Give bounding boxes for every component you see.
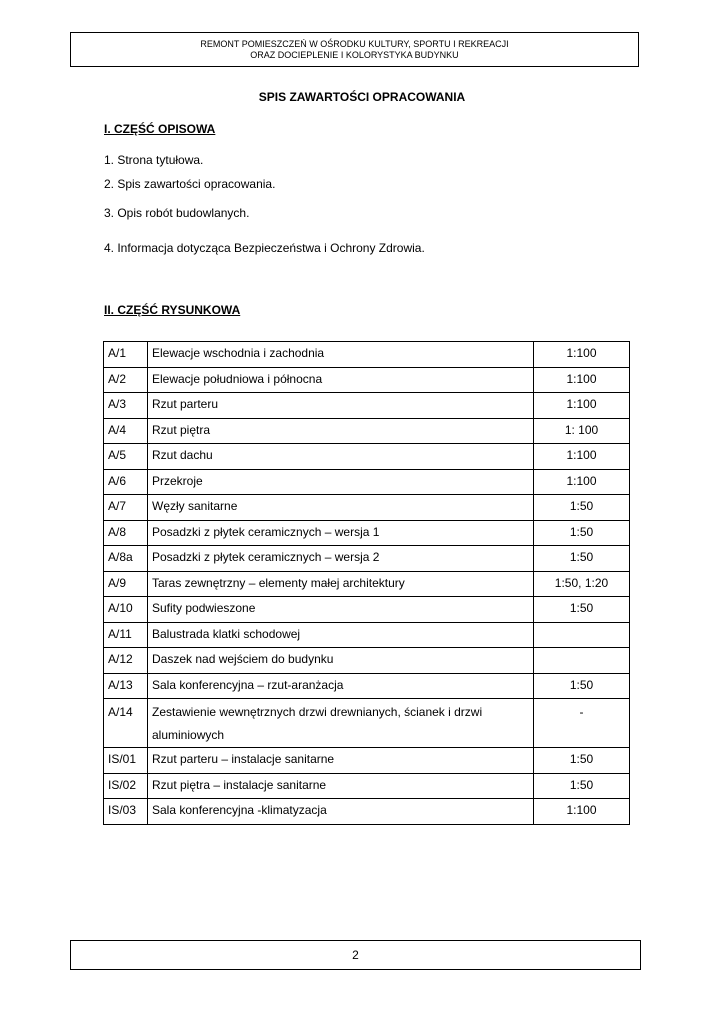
table-row xyxy=(104,342,630,368)
drawing-code: A/9 xyxy=(104,571,148,597)
drawing-scale: 1:100 xyxy=(534,393,630,419)
table-row xyxy=(104,367,630,393)
part1-heading: I. CZĘŚĆ OPISOWA xyxy=(104,122,216,136)
drawing-code: A/5 xyxy=(104,444,148,470)
table-row xyxy=(104,546,630,572)
table-row xyxy=(104,520,630,546)
table-row xyxy=(104,699,630,748)
drawing-name: Sala konferencyjna -klimatyzacja xyxy=(148,799,534,825)
drawing-scale: 1:100 xyxy=(534,469,630,495)
drawing-scale: 1:100 xyxy=(534,799,630,825)
table-row xyxy=(104,469,630,495)
part1-item-1: 1. Strona tytułowa. xyxy=(104,153,204,167)
drawing-name: Taras zewnętrzny – elementy małej architektury xyxy=(148,571,534,597)
drawing-name: Rzut piętra xyxy=(148,418,534,444)
drawing-name: Sufity podwieszone xyxy=(148,597,534,623)
drawing-code: IS/01 xyxy=(104,748,148,774)
drawing-scale: 1:100 xyxy=(534,367,630,393)
drawing-code: A/4 xyxy=(104,418,148,444)
table-row xyxy=(104,773,630,799)
drawing-code: IS/02 xyxy=(104,773,148,799)
header-line-2: ORAZ DOCIEPLENIE I KOLORYSTYKA BUDYNKU xyxy=(250,49,459,60)
drawing-name: Przekroje xyxy=(148,469,534,495)
table-row xyxy=(104,597,630,623)
drawing-name: Węzły sanitarne xyxy=(148,495,534,521)
drawing-code: A/8 xyxy=(104,520,148,546)
table-row xyxy=(104,444,630,470)
drawing-name: Posadzki z płytek ceramicznych – wersja 2 xyxy=(148,546,534,572)
drawing-scale: 1:50 xyxy=(534,597,630,623)
page-number: 2 xyxy=(352,948,359,962)
part2-heading: II. CZĘŚĆ RYSUNKOWA xyxy=(104,303,241,317)
drawing-name: Rzut piętra – instalacje sanitarne xyxy=(148,773,534,799)
drawing-name: Posadzki z płytek ceramicznych – wersja 1 xyxy=(148,520,534,546)
drawing-name: Zestawienie wewnętrznych drzwi drewnianych, ścianek i drzwi aluminiowych xyxy=(148,699,534,748)
drawing-code: A/7 xyxy=(104,495,148,521)
part1-item-3: 3. Opis robót budowlanych. xyxy=(104,206,250,220)
table-row xyxy=(104,799,630,825)
drawing-scale: 1:50 xyxy=(534,495,630,521)
document-title: SPIS ZAWARTOŚCI OPRACOWANIA xyxy=(258,90,466,104)
part1-item-2: 2. Spis zawartości opracowania. xyxy=(104,177,276,191)
drawing-scale: 1: 100 xyxy=(534,418,630,444)
drawing-scale: 1:50 xyxy=(534,520,630,546)
drawing-scale: 1:50 xyxy=(534,748,630,774)
table-row xyxy=(104,748,630,774)
table-row xyxy=(104,418,630,444)
drawing-code: A/11 xyxy=(104,622,148,648)
drawing-scale: 1:50 xyxy=(534,773,630,799)
drawing-name: Daszek nad wejściem do budynku xyxy=(148,648,534,674)
drawing-scale: 1:100 xyxy=(534,444,630,470)
drawing-code: A/1 xyxy=(104,342,148,368)
drawing-scale xyxy=(534,622,630,648)
drawing-scale: - xyxy=(534,699,630,748)
table-row xyxy=(104,393,630,419)
table-row xyxy=(104,673,630,699)
drawing-scale xyxy=(534,648,630,674)
drawing-code: A/6 xyxy=(104,469,148,495)
table-row xyxy=(104,495,630,521)
table-row xyxy=(104,648,630,674)
drawing-name: Balustrada klatki schodowej xyxy=(148,622,534,648)
page-footer xyxy=(70,940,641,970)
drawing-name: Sala konferencyjna – rzut-aranżacja xyxy=(148,673,534,699)
drawing-name: Rzut parteru xyxy=(148,393,534,419)
drawing-code: A/2 xyxy=(104,367,148,393)
drawing-code: A/8a xyxy=(104,546,148,572)
drawing-scale: 1:50 xyxy=(534,673,630,699)
drawing-name: Elewacje południowa i północna xyxy=(148,367,534,393)
drawing-code: A/12 xyxy=(104,648,148,674)
drawing-name: Rzut parteru – instalacje sanitarne xyxy=(148,748,534,774)
drawing-scale: 1:100 xyxy=(534,342,630,368)
drawing-code: IS/03 xyxy=(104,799,148,825)
page-header xyxy=(70,32,639,67)
drawing-code: A/14 xyxy=(104,699,148,748)
drawings-table xyxy=(103,341,630,825)
table-row xyxy=(104,622,630,648)
drawing-scale: 1:50, 1:20 xyxy=(534,571,630,597)
part1-item-4: 4. Informacja dotycząca Bezpieczeństwa i Ochrony Zdrowia. xyxy=(104,241,425,255)
table-row xyxy=(104,571,630,597)
drawing-code: A/13 xyxy=(104,673,148,699)
header-line-1: REMONT POMIESZCZEŃ W OŚRODKU KULTURY, SPORTU I REKREACJI xyxy=(200,38,509,49)
drawing-name: Rzut dachu xyxy=(148,444,534,470)
drawing-code: A/3 xyxy=(104,393,148,419)
drawing-code: A/10 xyxy=(104,597,148,623)
drawing-name: Elewacje wschodnia i zachodnia xyxy=(148,342,534,368)
drawing-scale: 1:50 xyxy=(534,546,630,572)
